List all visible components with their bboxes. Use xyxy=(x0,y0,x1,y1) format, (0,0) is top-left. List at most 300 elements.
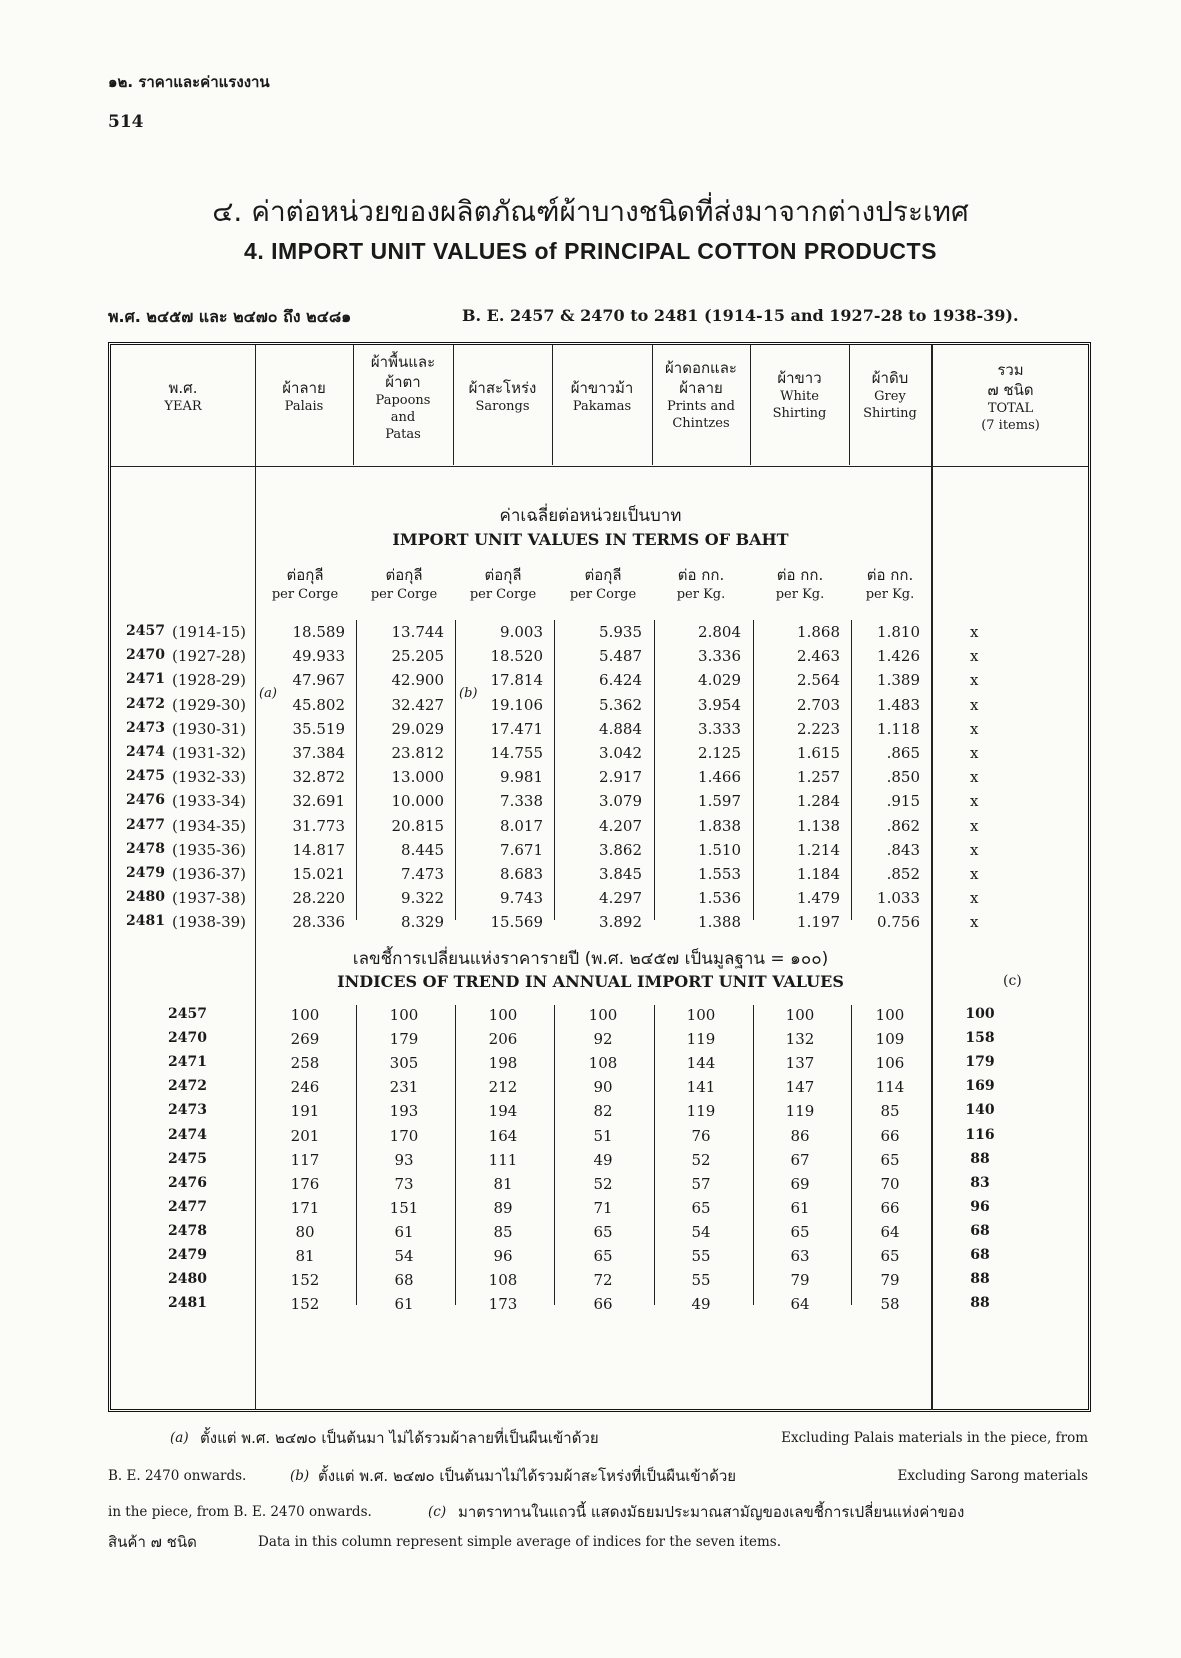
table-row xyxy=(0,1271,1181,1296)
unit-label-thai: ต่อ กก. xyxy=(677,566,725,584)
header-prints: ผ้าดอกและ ผ้าลาย Prints and Chintzes xyxy=(665,359,737,431)
index-value: 191 xyxy=(290,1102,320,1121)
cell-value: 1.466 xyxy=(698,768,741,787)
year-ce: (1927-28) xyxy=(172,647,247,666)
index-value: 86 xyxy=(790,1126,810,1145)
cell-value: 1.197 xyxy=(797,913,840,932)
total-index: 116 xyxy=(965,1126,995,1143)
index-value: 79 xyxy=(880,1271,900,1290)
unit-label xyxy=(453,566,553,604)
header-total: รวม ๗ ชนิด TOTAL (7 items) xyxy=(981,361,1040,433)
table-row xyxy=(0,647,1181,672)
index-value: 51 xyxy=(593,1126,613,1145)
year-be: 2457 xyxy=(168,1006,207,1022)
year-ce: (1936-37) xyxy=(172,865,247,883)
index-value: 93 xyxy=(394,1150,414,1169)
table-row xyxy=(0,865,1181,890)
note-mark-b: (b) xyxy=(459,686,478,701)
table-row xyxy=(0,792,1181,817)
index-value: 76 xyxy=(691,1126,711,1145)
unit-label-thai: ต่อกุลี xyxy=(584,566,622,584)
cell-value: 23.812 xyxy=(391,744,444,762)
table-row xyxy=(0,1102,1181,1127)
header-papoons: ผ้าพื้นและ ผ้าตา Papoons and Patas xyxy=(370,353,436,442)
total-note-mark-c: (c) xyxy=(1003,973,1022,989)
cell-value: 3.079 xyxy=(599,792,642,811)
index-value: 52 xyxy=(691,1150,711,1169)
unit-label-english: per Corge xyxy=(370,587,438,602)
cell-value: 1.838 xyxy=(698,816,741,835)
cell-value: 17.814 xyxy=(490,671,543,690)
period-english: B. E. 2457 & 2470 to 2481 (1914-15 and 1927-28 to 1938-39). xyxy=(462,306,1019,325)
table-row xyxy=(0,1127,1181,1152)
index-value: 81 xyxy=(295,1247,315,1265)
cell-value: 4.029 xyxy=(698,671,741,690)
year-be: 2474 xyxy=(126,744,165,760)
index-value: 85 xyxy=(880,1102,900,1121)
index-value: 152 xyxy=(290,1295,320,1314)
cell-value: 0.756 xyxy=(877,913,920,932)
total-index: 88 xyxy=(970,1150,990,1167)
cell-value: 32.872 xyxy=(292,768,345,787)
table-row xyxy=(0,1030,1181,1055)
index-value: 258 xyxy=(290,1054,320,1073)
cell-value: 3.892 xyxy=(599,913,642,932)
index-value: 85 xyxy=(493,1222,513,1241)
table-row xyxy=(0,1175,1181,1200)
cell-value: 1.214 xyxy=(797,840,840,859)
year-ce: (1938-39) xyxy=(172,913,247,932)
cell-value: 49.933 xyxy=(292,647,345,666)
index-value: 100 xyxy=(290,1006,320,1024)
table-row xyxy=(0,841,1181,866)
index-value: 132 xyxy=(785,1030,815,1049)
index-value: 65 xyxy=(593,1247,613,1265)
index-value: 67 xyxy=(790,1150,810,1169)
cell-value: 1.284 xyxy=(797,792,840,811)
cell-value: 7.671 xyxy=(500,840,543,859)
year-be: 2475 xyxy=(168,1150,207,1167)
index-value: 305 xyxy=(389,1054,419,1073)
year-ce: (1932-33) xyxy=(172,768,247,787)
cell-value: 17.471 xyxy=(490,719,543,738)
cell-value: 2.223 xyxy=(797,719,840,738)
index-value: 61 xyxy=(394,1222,414,1241)
index-value: 100 xyxy=(785,1006,815,1024)
year-be: 2476 xyxy=(168,1174,207,1191)
total-index: 68 xyxy=(970,1222,990,1239)
index-value: 106 xyxy=(875,1054,905,1073)
year-be: 2479 xyxy=(126,865,165,881)
index-value: 71 xyxy=(593,1198,613,1217)
cell-value: 9.322 xyxy=(401,889,444,908)
index-value: 52 xyxy=(593,1174,613,1193)
cell-value: 2.463 xyxy=(797,647,840,666)
table-row xyxy=(0,1054,1181,1079)
table-row xyxy=(0,696,1181,721)
table-row xyxy=(0,720,1181,745)
unit-label-thai: ต่อกุลี xyxy=(385,566,423,584)
total-index: 88 xyxy=(970,1295,990,1312)
index-value: 89 xyxy=(493,1198,513,1217)
cell-value: 35.519 xyxy=(292,719,345,738)
cell-value: 9.743 xyxy=(500,889,543,908)
index-value: 49 xyxy=(593,1150,613,1169)
total-cell: x xyxy=(970,865,979,883)
index-value: 90 xyxy=(593,1078,613,1097)
index-value: 68 xyxy=(394,1271,414,1290)
table-row xyxy=(0,1247,1181,1272)
unit-label xyxy=(354,566,454,604)
total-cell: x xyxy=(970,719,979,738)
index-value: 111 xyxy=(488,1150,518,1169)
table-row xyxy=(0,768,1181,793)
cell-value: 1.388 xyxy=(698,913,741,932)
cell-value: 5.487 xyxy=(599,647,642,666)
index-value: 206 xyxy=(488,1030,518,1049)
total-index: 158 xyxy=(965,1030,995,1047)
year-be: 2471 xyxy=(126,671,165,688)
cell-value: 3.336 xyxy=(698,647,741,666)
index-value: 198 xyxy=(488,1054,518,1073)
cell-value: .915 xyxy=(886,792,920,811)
index-value: 100 xyxy=(389,1006,419,1024)
index-value: 144 xyxy=(686,1054,716,1073)
cell-value: 32.427 xyxy=(391,695,444,714)
cell-value: 1.257 xyxy=(797,768,840,787)
unit-label-english: per Kg. xyxy=(865,587,915,602)
year-ce: (1931-32) xyxy=(172,744,247,762)
index-value: 179 xyxy=(389,1030,419,1049)
index-value: 69 xyxy=(790,1174,810,1193)
cell-value: 15.021 xyxy=(292,865,345,883)
year-be: 2480 xyxy=(126,889,165,906)
index-value: 57 xyxy=(691,1174,711,1193)
section2-title-english: INDICES OF TREND IN ANNUAL IMPORT UNIT VALUES xyxy=(337,972,844,991)
year-be: 2470 xyxy=(126,647,165,664)
cell-value: 3.042 xyxy=(599,744,642,762)
index-value: 119 xyxy=(686,1102,716,1121)
total-cell: x xyxy=(970,792,979,811)
index-value: 65 xyxy=(691,1198,711,1217)
cell-value: 2.804 xyxy=(698,623,741,641)
total-cell: x xyxy=(970,768,979,787)
index-value: 173 xyxy=(488,1295,518,1314)
total-cell: x xyxy=(970,889,979,908)
cell-value: 29.029 xyxy=(391,719,444,738)
table-row xyxy=(0,1223,1181,1248)
cell-value: 9.003 xyxy=(500,623,543,641)
cell-value: 31.773 xyxy=(292,816,345,835)
year-be: 2480 xyxy=(168,1271,207,1288)
index-value: 194 xyxy=(488,1102,518,1121)
period-thai: พ.ศ. ๒๔๕๗ และ ๒๔๗๐ ถึง ๒๔๘๑ xyxy=(108,307,352,326)
index-value: 119 xyxy=(686,1030,716,1049)
header-pakamas: ผ้าขาวม้า Pakamas xyxy=(570,379,634,414)
total-index: 83 xyxy=(970,1174,990,1191)
year-be: 2474 xyxy=(168,1126,207,1143)
index-value: 108 xyxy=(588,1054,618,1073)
year-ce: (1937-38) xyxy=(172,889,247,908)
index-value: 137 xyxy=(785,1054,815,1073)
section1-title-english: IMPORT UNIT VALUES IN TERMS OF BAHT xyxy=(392,530,789,549)
table-row xyxy=(0,1199,1181,1224)
cell-value: 18.520 xyxy=(490,647,543,666)
title-thai: ๔. ค่าต่อหน่วยของผลิตภัณฑ์ผ้าบางชนิดที่ส่งมาจากต่างประเทศ xyxy=(212,195,969,228)
cell-value: 3.845 xyxy=(599,865,642,883)
unit-label xyxy=(553,566,653,604)
table-row xyxy=(0,1151,1181,1176)
cell-value: 1.810 xyxy=(877,623,920,641)
unit-label-thai: ต่อกุลี xyxy=(484,566,522,584)
cell-value: 3.333 xyxy=(698,719,741,738)
index-value: 55 xyxy=(691,1271,711,1290)
index-value: 92 xyxy=(593,1030,613,1049)
cell-value: 1.184 xyxy=(797,865,840,883)
unit-label xyxy=(840,566,940,604)
unit-label xyxy=(651,566,751,604)
cell-value: 2.703 xyxy=(797,695,840,714)
index-value: 82 xyxy=(593,1102,613,1121)
cell-value: 1.868 xyxy=(797,623,840,641)
table-row xyxy=(0,1078,1181,1103)
year-ce: (1933-34) xyxy=(172,792,247,811)
cell-value: .850 xyxy=(886,768,920,787)
year-be: 2477 xyxy=(126,816,165,833)
cell-value: 3.954 xyxy=(698,695,741,714)
year-be: 2473 xyxy=(126,719,165,736)
cell-value: 1.536 xyxy=(698,889,741,908)
section2-title-thai: เลขชี้การเปลี่ยนแห่งราคารายปี (พ.ศ. ๒๔๕๗ เป็นมูลฐาน = ๑๐๐) xyxy=(352,949,829,969)
index-value: 73 xyxy=(394,1174,414,1193)
year-be: 2477 xyxy=(168,1198,207,1215)
unit-label-thai: ต่อ กก. xyxy=(866,566,914,584)
title-english: 4. IMPORT UNIT VALUES of PRINCIPAL COTTON PRODUCTS xyxy=(244,238,937,264)
index-value: 49 xyxy=(691,1295,711,1314)
index-value: 65 xyxy=(593,1222,613,1241)
index-value: 65 xyxy=(880,1247,900,1265)
cell-value: 15.569 xyxy=(490,913,543,932)
index-value: 119 xyxy=(785,1102,815,1121)
index-value: 100 xyxy=(686,1006,716,1024)
table-row xyxy=(0,1006,1181,1031)
cell-value: 1.615 xyxy=(797,744,840,762)
index-value: 114 xyxy=(875,1078,905,1097)
cell-value: 2.564 xyxy=(797,671,840,690)
year-ce: (1929-30) xyxy=(172,695,247,714)
year-ce: (1935-36) xyxy=(172,840,247,859)
cell-value: 37.384 xyxy=(292,744,345,762)
cell-value: 13.744 xyxy=(391,623,444,641)
cell-value: 6.424 xyxy=(599,671,642,690)
cell-value: 1.138 xyxy=(797,816,840,835)
cell-value: 32.691 xyxy=(292,792,345,811)
year-ce: (1928-29) xyxy=(172,671,247,690)
cell-value: 1.553 xyxy=(698,865,741,883)
index-value: 80 xyxy=(295,1222,315,1241)
cell-value: 7.473 xyxy=(401,865,444,883)
cell-value: 5.935 xyxy=(599,623,642,641)
total-cell: x xyxy=(970,840,979,859)
year-be: 2481 xyxy=(126,913,165,930)
index-value: 176 xyxy=(290,1174,320,1193)
total-cell: x xyxy=(970,623,979,641)
index-value: 108 xyxy=(488,1271,518,1290)
table-row xyxy=(0,671,1181,696)
cell-value: 8.017 xyxy=(500,816,543,835)
cell-value: 1.033 xyxy=(877,889,920,908)
note-mark-a: (a) xyxy=(259,686,277,701)
cell-value: 8.683 xyxy=(500,865,543,883)
header-year: พ.ศ. YEAR xyxy=(164,379,202,414)
cell-value: 1.118 xyxy=(877,719,920,738)
cell-value: 1.597 xyxy=(698,792,741,811)
index-value: 72 xyxy=(593,1271,613,1290)
index-value: 193 xyxy=(389,1102,419,1121)
index-value: 201 xyxy=(290,1126,320,1145)
cell-value: 20.815 xyxy=(391,816,444,835)
cell-value: 42.900 xyxy=(391,671,444,690)
page-number: 514 xyxy=(108,112,144,132)
total-cell: x xyxy=(970,816,979,835)
unit-label-thai: ต่อ กก. xyxy=(776,566,824,584)
cell-value: 4.207 xyxy=(599,816,642,835)
index-value: 55 xyxy=(691,1247,711,1265)
cell-value: 18.589 xyxy=(292,623,345,641)
index-value: 66 xyxy=(593,1295,613,1314)
year-be: 2478 xyxy=(126,840,165,857)
index-value: 64 xyxy=(790,1295,810,1314)
index-value: 63 xyxy=(790,1247,810,1265)
total-index: 179 xyxy=(965,1054,995,1071)
unit-label-english: per Kg. xyxy=(676,587,726,602)
cell-value: 1.426 xyxy=(877,647,920,666)
cell-value: 1.389 xyxy=(877,671,920,690)
total-cell: x xyxy=(970,647,979,666)
cell-value: .843 xyxy=(886,840,920,859)
table-row xyxy=(0,817,1181,842)
index-value: 117 xyxy=(290,1150,320,1169)
header-rule xyxy=(111,466,1088,467)
cell-value: 14.755 xyxy=(490,744,543,762)
index-value: 65 xyxy=(790,1222,810,1241)
total-index: 140 xyxy=(965,1102,995,1119)
year-be: 2479 xyxy=(168,1247,207,1263)
index-value: 64 xyxy=(880,1222,900,1241)
year-be: 2470 xyxy=(168,1030,207,1047)
unit-label-thai: ต่อกุลี xyxy=(286,566,324,584)
cell-value: 4.884 xyxy=(599,719,642,738)
header-white-shirting: ผ้าขาว White Shirting xyxy=(772,369,827,421)
index-value: 61 xyxy=(394,1295,414,1314)
header-sarongs: ผ้าสะโหร่ง Sarongs xyxy=(468,379,537,414)
cell-value: 1.479 xyxy=(797,889,840,908)
table-row xyxy=(0,744,1181,769)
total-cell: x xyxy=(970,744,979,762)
cell-value: 13.000 xyxy=(391,768,444,787)
year-be: 2475 xyxy=(126,768,165,785)
index-value: 66 xyxy=(880,1126,900,1145)
total-index: 68 xyxy=(970,1247,990,1263)
index-value: 171 xyxy=(290,1198,320,1217)
table-row xyxy=(0,913,1181,938)
index-value: 96 xyxy=(493,1247,513,1265)
cell-value: 5.362 xyxy=(599,695,642,714)
cell-value: 1.483 xyxy=(877,695,920,714)
cell-value: 2.125 xyxy=(698,744,741,762)
year-be: 2457 xyxy=(126,623,165,639)
header-grey-shirting: ผ้าดิบ Grey Shirting xyxy=(863,369,917,421)
total-index: 96 xyxy=(970,1198,990,1215)
unit-label xyxy=(750,566,850,604)
index-value: 212 xyxy=(488,1078,518,1097)
index-value: 147 xyxy=(785,1078,815,1097)
total-cell: x xyxy=(970,671,979,690)
year-be: 2476 xyxy=(126,792,165,809)
total-cell: x xyxy=(970,913,979,932)
index-value: 152 xyxy=(290,1271,320,1290)
cell-value: 28.336 xyxy=(292,913,345,932)
index-value: 58 xyxy=(880,1295,900,1314)
index-value: 100 xyxy=(488,1006,518,1024)
year-ce: (1934-35) xyxy=(172,816,247,835)
cell-value: 14.817 xyxy=(292,840,345,859)
cell-value: 8.445 xyxy=(401,840,444,859)
index-value: 109 xyxy=(875,1030,905,1049)
index-value: 61 xyxy=(790,1198,810,1217)
cell-value: 1.510 xyxy=(698,840,741,859)
cell-value: 4.297 xyxy=(599,889,642,908)
cell-value: 2.917 xyxy=(599,768,642,787)
cell-value: 7.338 xyxy=(500,792,543,811)
unit-label-english: per Corge xyxy=(469,587,537,602)
year-be: 2471 xyxy=(168,1054,207,1071)
index-value: 100 xyxy=(875,1006,905,1024)
year-be: 2478 xyxy=(168,1222,207,1239)
year-be: 2472 xyxy=(126,695,165,712)
unit-label-english: per Corge xyxy=(569,587,637,602)
index-value: 141 xyxy=(686,1078,716,1097)
table-row xyxy=(0,623,1181,648)
total-index: 169 xyxy=(965,1078,995,1095)
running-head: ๑๒. ราคาและค่าแรงงาน xyxy=(108,73,270,91)
index-value: 164 xyxy=(488,1126,518,1145)
cell-value: .862 xyxy=(886,816,920,835)
header-palais: ผ้าลาย Palais xyxy=(282,379,326,414)
unit-label-english: per Corge xyxy=(271,587,339,602)
index-value: 79 xyxy=(790,1271,810,1290)
cell-value: 47.967 xyxy=(292,671,345,690)
cell-value: 3.862 xyxy=(599,840,642,859)
cell-value: .852 xyxy=(886,865,920,883)
cell-value: 10.000 xyxy=(391,792,444,811)
index-value: 70 xyxy=(880,1174,900,1193)
unit-label-english: per Kg. xyxy=(775,587,825,602)
year-be: 2472 xyxy=(168,1078,207,1095)
table-row xyxy=(0,1295,1181,1320)
cell-value: 19.106 xyxy=(490,695,543,714)
total-index: 88 xyxy=(970,1271,990,1288)
index-value: 54 xyxy=(691,1222,711,1241)
year-ce: (1930-31) xyxy=(172,719,247,738)
index-value: 54 xyxy=(394,1247,414,1265)
year-be: 2473 xyxy=(168,1102,207,1119)
cell-value: .865 xyxy=(886,744,920,762)
cell-value: 28.220 xyxy=(292,889,345,908)
year-be: 2481 xyxy=(168,1295,207,1312)
index-value: 66 xyxy=(880,1198,900,1217)
index-value: 231 xyxy=(389,1078,419,1097)
